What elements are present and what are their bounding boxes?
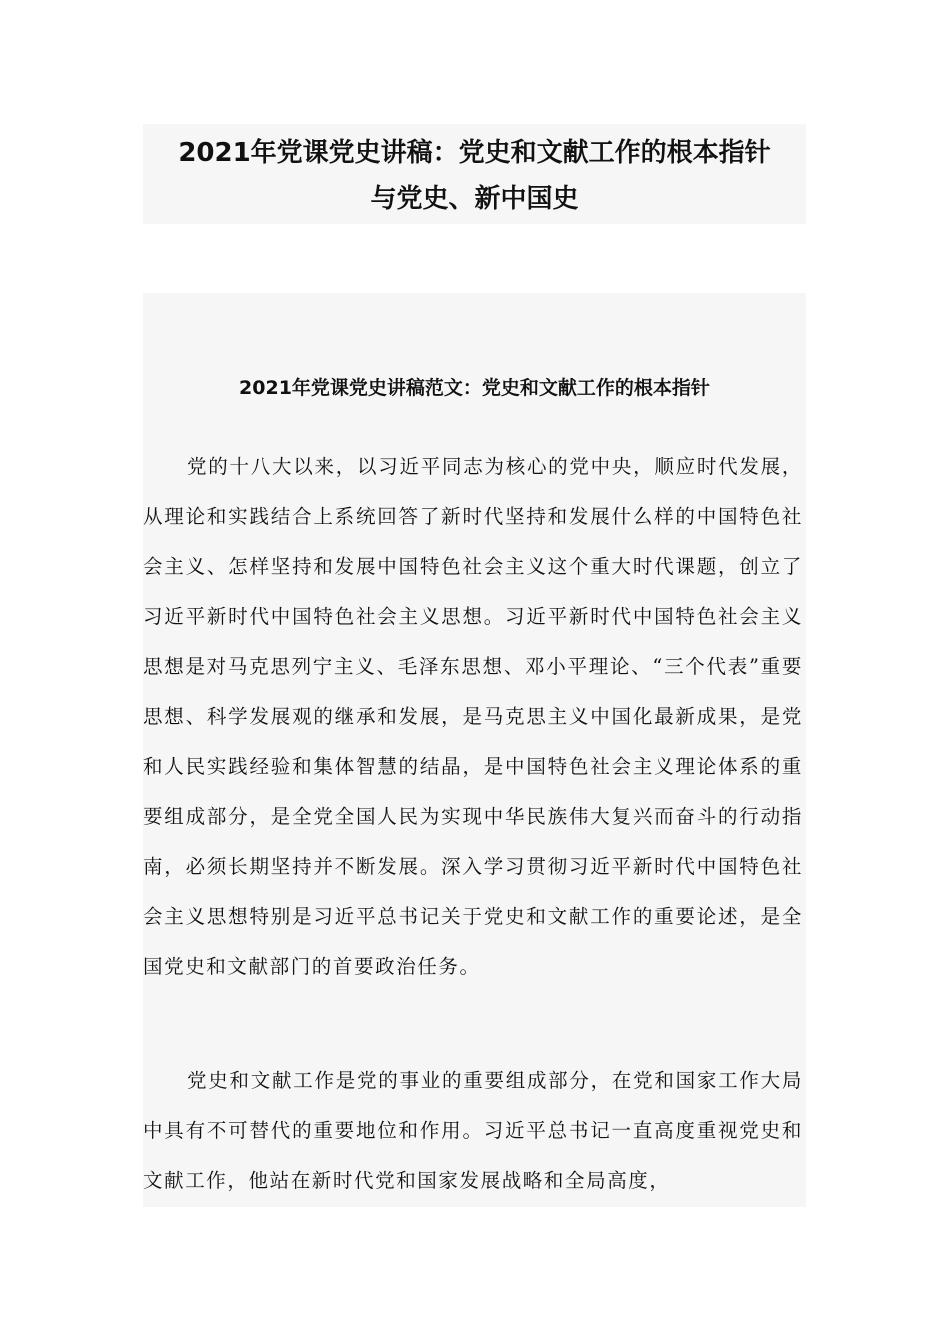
document-title-line-1: 2021年党课党史讲稿：党史和文献工作的根本指针 xyxy=(178,138,771,168)
document-title-block xyxy=(143,124,806,224)
body-paragraph-1: 党的十八大以来，以习近平同志为核心的党中央，顺应时代发展，从理论和实践结合上系统回答了新时代坚持和发展什么样的中国特色社会主义、怎样坚持和发展中国特色社会主义这个重大时代课题，创立了习近平新时代中国特色社会主义思想。习近平新时代中国特色社会主义思想是对马克思列宁主义、毛泽东思想、邓小平理论、“三个代表”重要思想、科学发展观的继承和发展，是马克思主义中国化最新成果，是党和人民实践经验和集体智慧的结晶，是中国特色社会主义理论体系的重要组成部分，是全党全国人民为实现中华民族伟大复兴而奋斗的行动指南，必须长期坚持并不断发展。深入学习贯彻习近平新时代中国特色社会主义思想特别是习近平总书记关于党史和文献工作的重要论述，是全国党史和文献部门的首要政治任务。 xyxy=(143,455,803,978)
document-body xyxy=(143,293,806,1207)
body-paragraph-2: 党史和文献工作是党的事业的重要组成部分，在党和国家工作大局中具有不可替代的重要地位和作用。习近平总书记一直高度重视党史和文献工作，他站在新时代党和国家发展战略和全局高度， xyxy=(143,1069,803,1192)
document-title-line-2: 与党史、新中国史 xyxy=(370,184,579,214)
section-heading: 2021年党课党史讲稿范文：党史和文献工作的根本指针 xyxy=(239,377,710,399)
